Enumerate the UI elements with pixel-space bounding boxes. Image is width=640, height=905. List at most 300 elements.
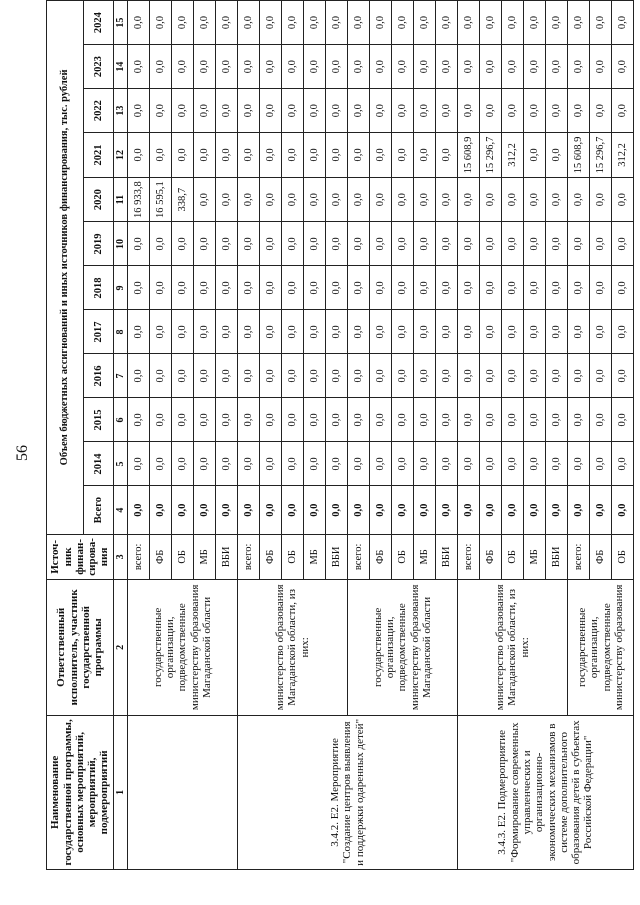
- executor-cell: государственные организации, подведомственные министерству образования: [568, 579, 634, 715]
- year-value-cell: 0,0: [172, 354, 194, 398]
- header-name: Наименование государственной программы, основных мероприятий, мероприятий, подмероприятий: [47, 715, 114, 869]
- year-value-cell: 0,0: [260, 177, 282, 222]
- total-value-cell: 0,0: [436, 486, 458, 534]
- year-value-cell: 0,0: [172, 133, 194, 178]
- table-body: [128, 1, 634, 870]
- year-value-cell: 0,0: [150, 133, 172, 178]
- year-value-cell: 0,0: [414, 266, 436, 310]
- year-value-cell: 0,0: [348, 442, 370, 486]
- source-cell: МБ: [304, 534, 326, 579]
- year-value-cell: 0,0: [568, 398, 590, 442]
- year-value-cell: 0,0: [458, 442, 480, 486]
- year-value-cell: 0,0: [524, 1, 546, 45]
- header-year: 2024: [84, 1, 114, 45]
- year-value-cell: 0,0: [568, 89, 590, 133]
- source-cell: всего:: [458, 534, 480, 579]
- year-value-cell: 0,0: [392, 398, 414, 442]
- year-value-cell: 0,0: [260, 1, 282, 45]
- year-value-cell: 0,0: [480, 45, 502, 89]
- year-value-cell: 0,0: [546, 45, 568, 89]
- total-value-cell: 0,0: [524, 486, 546, 534]
- year-value-cell: 0,0: [458, 398, 480, 442]
- year-value-cell: 0,0: [414, 89, 436, 133]
- year-value-cell: 0,0: [436, 354, 458, 398]
- year-value-cell: 0,0: [414, 310, 436, 354]
- year-value-cell: 0,0: [326, 177, 348, 222]
- total-value-cell: 0,0: [458, 486, 480, 534]
- year-value-cell: 0,0: [370, 398, 392, 442]
- year-value-cell: 0,0: [546, 133, 568, 178]
- year-value-cell: 0,0: [370, 222, 392, 266]
- year-value-cell: 0,0: [304, 442, 326, 486]
- year-value-cell: 0,0: [150, 1, 172, 45]
- year-value-cell: 0,0: [216, 442, 238, 486]
- year-value-cell: 0,0: [414, 442, 436, 486]
- year-value-cell: 0,0: [172, 222, 194, 266]
- year-value-cell: 0,0: [546, 89, 568, 133]
- year-value-cell: 0,0: [304, 1, 326, 45]
- table-row: [458, 1, 480, 870]
- year-value-cell: 0,0: [128, 442, 150, 486]
- source-cell: ОБ: [392, 534, 414, 579]
- source-cell: ВБИ: [546, 534, 568, 579]
- year-value-cell: 0,0: [304, 354, 326, 398]
- header-index: 9: [114, 266, 128, 310]
- year-value-cell: 0,0: [414, 1, 436, 45]
- header-year: 2015: [84, 398, 114, 442]
- year-value-cell: 0,0: [436, 266, 458, 310]
- year-value-cell: 0,0: [282, 354, 304, 398]
- year-value-cell: 0,0: [260, 398, 282, 442]
- header-year: 2022: [84, 89, 114, 133]
- year-value-cell: 0,0: [216, 354, 238, 398]
- header-year: 2019: [84, 222, 114, 266]
- year-value-cell: 0,0: [326, 1, 348, 45]
- year-value-cell: 0,0: [524, 89, 546, 133]
- year-value-cell: 0,0: [414, 398, 436, 442]
- year-value-cell: 0,0: [414, 222, 436, 266]
- total-value-cell: 0,0: [414, 486, 436, 534]
- year-value-cell: 0,0: [458, 310, 480, 354]
- year-value-cell: 0,0: [502, 177, 524, 222]
- source-cell: ОБ: [502, 534, 524, 579]
- header-year: 2023: [84, 45, 114, 89]
- year-value-cell: 0,0: [282, 442, 304, 486]
- year-value-cell: 0,0: [172, 310, 194, 354]
- year-value-cell: 0,0: [150, 398, 172, 442]
- year-value-cell: 0,0: [480, 1, 502, 45]
- header-index: 13: [114, 89, 128, 133]
- year-value-cell: 0,0: [436, 45, 458, 89]
- year-value-cell: 0,0: [326, 442, 348, 486]
- year-value-cell: 0,0: [392, 266, 414, 310]
- source-cell: МБ: [414, 534, 436, 579]
- year-value-cell: 0,0: [436, 310, 458, 354]
- header-index: 11: [114, 177, 128, 222]
- table-row: [128, 1, 150, 870]
- year-value-cell: 0,0: [524, 354, 546, 398]
- year-value-cell: 0,0: [238, 266, 260, 310]
- year-value-cell: 0,0: [458, 89, 480, 133]
- year-value-cell: 0,0: [348, 266, 370, 310]
- year-value-cell: 0,0: [172, 45, 194, 89]
- header-index: 3: [114, 534, 128, 579]
- year-value-cell: 0,0: [480, 177, 502, 222]
- year-value-cell: 0,0: [458, 177, 480, 222]
- year-value-cell: 0,0: [370, 45, 392, 89]
- year-value-cell: 0,0: [128, 45, 150, 89]
- year-value-cell: 0,0: [282, 222, 304, 266]
- year-value-cell: 0,0: [216, 222, 238, 266]
- year-value-cell: 0,0: [436, 442, 458, 486]
- year-value-cell: 0,0: [128, 1, 150, 45]
- year-value-cell: 0,0: [414, 177, 436, 222]
- year-value-cell: 0,0: [458, 45, 480, 89]
- header-index: 6: [114, 398, 128, 442]
- source-cell: ВБИ: [436, 534, 458, 579]
- year-value-cell: 0,0: [260, 89, 282, 133]
- total-value-cell: 0,0: [502, 486, 524, 534]
- total-value-cell: 0,0: [612, 486, 634, 534]
- header-index: 10: [114, 222, 128, 266]
- year-value-cell: 0,0: [392, 177, 414, 222]
- source-cell: ФБ: [370, 534, 392, 579]
- year-value-cell: 0,0: [304, 133, 326, 178]
- year-value-cell: 0,0: [370, 310, 392, 354]
- year-value-cell: 0,0: [238, 133, 260, 178]
- total-value-cell: 0,0: [546, 486, 568, 534]
- total-value-cell: 0,0: [348, 486, 370, 534]
- year-value-cell: 0,0: [238, 222, 260, 266]
- year-value-cell: 0,0: [348, 89, 370, 133]
- source-cell: МБ: [524, 534, 546, 579]
- year-value-cell: 0,0: [238, 398, 260, 442]
- year-value-cell: 0,0: [458, 354, 480, 398]
- year-value-cell: 0,0: [304, 222, 326, 266]
- year-value-cell: 0,0: [612, 222, 634, 266]
- year-value-cell: 0,0: [524, 133, 546, 178]
- year-value-cell: 16 595,1: [150, 177, 172, 222]
- year-value-cell: 0,0: [436, 222, 458, 266]
- year-value-cell: 15 608,9: [568, 133, 590, 178]
- year-value-cell: 0,0: [502, 310, 524, 354]
- year-value-cell: 0,0: [260, 45, 282, 89]
- year-value-cell: 0,0: [502, 222, 524, 266]
- year-value-cell: 0,0: [392, 442, 414, 486]
- year-value-cell: 0,0: [150, 89, 172, 133]
- year-value-cell: 0,0: [524, 398, 546, 442]
- year-value-cell: 0,0: [260, 133, 282, 178]
- year-value-cell: 0,0: [304, 310, 326, 354]
- year-value-cell: 0,0: [194, 266, 216, 310]
- year-value-cell: 0,0: [524, 266, 546, 310]
- year-value-cell: 0,0: [172, 1, 194, 45]
- year-value-cell: 0,0: [216, 89, 238, 133]
- header-year: 2020: [84, 177, 114, 222]
- year-value-cell: 0,0: [590, 222, 612, 266]
- total-value-cell: 0,0: [480, 486, 502, 534]
- year-value-cell: 0,0: [172, 398, 194, 442]
- source-cell: ФБ: [260, 534, 282, 579]
- year-value-cell: 0,0: [458, 1, 480, 45]
- year-value-cell: 0,0: [150, 354, 172, 398]
- source-cell: ФБ: [150, 534, 172, 579]
- header-index: 7: [114, 354, 128, 398]
- header-index: 4: [114, 486, 128, 534]
- year-value-cell: 0,0: [326, 310, 348, 354]
- year-value-cell: 0,0: [150, 45, 172, 89]
- year-value-cell: 0,0: [370, 177, 392, 222]
- year-value-cell: 0,0: [568, 1, 590, 45]
- header-index: 14: [114, 45, 128, 89]
- source-cell: МБ: [194, 534, 216, 579]
- year-value-cell: 0,0: [436, 398, 458, 442]
- year-value-cell: 0,0: [216, 398, 238, 442]
- year-value-cell: 0,0: [216, 266, 238, 310]
- year-value-cell: 0,0: [128, 266, 150, 310]
- header-year: 2017: [84, 310, 114, 354]
- header-index: 5: [114, 442, 128, 486]
- executor-cell: министерство образования Магаданской области, из них:: [238, 579, 348, 715]
- year-value-cell: 0,0: [612, 266, 634, 310]
- year-value-cell: 0,0: [612, 45, 634, 89]
- year-value-cell: 0,0: [546, 222, 568, 266]
- year-value-cell: 0,0: [326, 89, 348, 133]
- year-value-cell: 0,0: [194, 45, 216, 89]
- year-value-cell: 0,0: [546, 177, 568, 222]
- year-value-cell: 0,0: [612, 89, 634, 133]
- year-value-cell: 0,0: [480, 89, 502, 133]
- year-value-cell: 0,0: [238, 89, 260, 133]
- header-index: 12: [114, 133, 128, 178]
- total-value-cell: 0,0: [150, 486, 172, 534]
- total-value-cell: 0,0: [128, 486, 150, 534]
- year-value-cell: 0,0: [128, 133, 150, 178]
- year-value-cell: 0,0: [304, 89, 326, 133]
- year-value-cell: 0,0: [194, 354, 216, 398]
- year-value-cell: 0,0: [326, 354, 348, 398]
- header-index: 8: [114, 310, 128, 354]
- header-index: 1: [114, 715, 128, 869]
- year-value-cell: 0,0: [502, 442, 524, 486]
- year-value-cell: 0,0: [260, 222, 282, 266]
- source-cell: ВБИ: [326, 534, 348, 579]
- year-value-cell: 0,0: [546, 398, 568, 442]
- year-value-cell: 0,0: [282, 1, 304, 45]
- year-value-cell: 0,0: [216, 177, 238, 222]
- header-executor: Ответственный исполнитель, участник государственной программы: [47, 579, 114, 715]
- year-value-cell: 0,0: [392, 310, 414, 354]
- year-value-cell: 0,0: [458, 222, 480, 266]
- year-value-cell: 0,0: [590, 310, 612, 354]
- year-value-cell: 0,0: [436, 1, 458, 45]
- header-year: 2016: [84, 354, 114, 398]
- year-value-cell: 0,0: [194, 442, 216, 486]
- header-source: Источ-ник финан-сирова-ния: [47, 534, 114, 579]
- header-index: 2: [114, 579, 128, 715]
- total-value-cell: 0,0: [260, 486, 282, 534]
- year-value-cell: 0,0: [392, 354, 414, 398]
- year-value-cell: 0,0: [612, 398, 634, 442]
- source-cell: ВБИ: [216, 534, 238, 579]
- year-value-cell: 0,0: [238, 354, 260, 398]
- total-value-cell: 0,0: [326, 486, 348, 534]
- year-value-cell: 0,0: [502, 1, 524, 45]
- year-value-cell: 0,0: [458, 266, 480, 310]
- year-value-cell: 0,0: [392, 222, 414, 266]
- year-value-cell: 0,0: [524, 310, 546, 354]
- year-value-cell: 0,0: [480, 398, 502, 442]
- year-value-cell: 0,0: [128, 310, 150, 354]
- year-value-cell: 0,0: [216, 1, 238, 45]
- year-value-cell: 0,0: [326, 222, 348, 266]
- year-value-cell: 0,0: [260, 310, 282, 354]
- year-value-cell: 0,0: [502, 398, 524, 442]
- year-value-cell: 0,0: [172, 89, 194, 133]
- year-value-cell: 0,0: [524, 442, 546, 486]
- year-value-cell: 0,0: [502, 266, 524, 310]
- year-value-cell: 0,0: [128, 398, 150, 442]
- year-value-cell: 0,0: [480, 266, 502, 310]
- year-value-cell: 0,0: [150, 266, 172, 310]
- header-row-1: [47, 1, 84, 870]
- year-value-cell: 0,0: [172, 442, 194, 486]
- year-value-cell: 0,0: [304, 177, 326, 222]
- total-value-cell: 0,0: [216, 486, 238, 534]
- total-value-cell: 0,0: [392, 486, 414, 534]
- header-index-row: [114, 1, 128, 870]
- year-value-cell: 0,0: [546, 354, 568, 398]
- year-value-cell: 0,0: [348, 45, 370, 89]
- year-value-cell: 0,0: [612, 1, 634, 45]
- year-value-cell: 0,0: [590, 266, 612, 310]
- year-value-cell: 0,0: [304, 266, 326, 310]
- year-value-cell: 0,0: [612, 177, 634, 222]
- year-value-cell: 0,0: [194, 310, 216, 354]
- year-value-cell: 0,0: [348, 398, 370, 442]
- year-value-cell: 0,0: [348, 354, 370, 398]
- total-value-cell: 0,0: [194, 486, 216, 534]
- year-value-cell: 0,0: [260, 266, 282, 310]
- year-value-cell: 0,0: [568, 177, 590, 222]
- year-value-cell: 0,0: [128, 222, 150, 266]
- source-cell: всего:: [348, 534, 370, 579]
- measure-name: [128, 715, 238, 869]
- year-value-cell: 0,0: [326, 398, 348, 442]
- year-value-cell: 0,0: [392, 133, 414, 178]
- year-value-cell: 0,0: [282, 310, 304, 354]
- year-value-cell: 15 296,7: [590, 133, 612, 178]
- year-value-cell: 0,0: [348, 222, 370, 266]
- source-cell: ОБ: [612, 534, 634, 579]
- year-value-cell: 0,0: [436, 177, 458, 222]
- measure-name: 3.4.2. Е2. Мероприятие "Создание центров выявления и поддержки одаренных детей": [238, 715, 458, 869]
- year-value-cell: 0,0: [326, 133, 348, 178]
- year-value-cell: 0,0: [370, 354, 392, 398]
- year-value-cell: 0,0: [238, 45, 260, 89]
- year-value-cell: 0,0: [370, 133, 392, 178]
- year-value-cell: 0,0: [590, 398, 612, 442]
- executor-cell: государственные организации, подведомственные министерству образования Магаданской области: [348, 579, 458, 715]
- year-value-cell: 0,0: [392, 45, 414, 89]
- year-value-cell: 0,0: [414, 45, 436, 89]
- year-value-cell: 0,0: [590, 1, 612, 45]
- year-value-cell: 312,2: [502, 133, 524, 178]
- year-value-cell: 15 608,9: [458, 133, 480, 178]
- year-value-cell: 0,0: [436, 133, 458, 178]
- year-value-cell: 0,0: [282, 398, 304, 442]
- total-value-cell: 0,0: [238, 486, 260, 534]
- header-year: 2021: [84, 133, 114, 178]
- year-value-cell: 0,0: [370, 442, 392, 486]
- year-value-cell: 0,0: [260, 442, 282, 486]
- year-value-cell: 0,0: [194, 222, 216, 266]
- total-value-cell: 0,0: [568, 486, 590, 534]
- year-value-cell: 0,0: [590, 177, 612, 222]
- year-value-cell: 0,0: [348, 133, 370, 178]
- source-cell: всего:: [128, 534, 150, 579]
- source-cell: всего:: [238, 534, 260, 579]
- year-value-cell: 0,0: [282, 45, 304, 89]
- year-value-cell: 0,0: [590, 354, 612, 398]
- year-value-cell: 0,0: [524, 222, 546, 266]
- year-value-cell: 0,0: [194, 177, 216, 222]
- year-value-cell: 0,0: [238, 1, 260, 45]
- year-value-cell: 0,0: [546, 310, 568, 354]
- year-value-cell: 0,0: [194, 1, 216, 45]
- header-year: 2014: [84, 442, 114, 486]
- year-value-cell: 0,0: [568, 310, 590, 354]
- year-value-cell: 0,0: [304, 45, 326, 89]
- year-value-cell: 0,0: [216, 133, 238, 178]
- year-value-cell: 0,0: [392, 89, 414, 133]
- year-value-cell: 0,0: [194, 89, 216, 133]
- total-value-cell: 0,0: [172, 486, 194, 534]
- year-value-cell: 0,0: [348, 310, 370, 354]
- header-total: Всего: [84, 486, 114, 534]
- year-value-cell: 0,0: [150, 222, 172, 266]
- year-value-cell: 0,0: [348, 1, 370, 45]
- year-value-cell: 0,0: [590, 442, 612, 486]
- header-group: Объем бюджетных ассигнований и иных источников финансирования, тыс. рублей: [47, 1, 84, 535]
- year-value-cell: 0,0: [480, 222, 502, 266]
- total-value-cell: 0,0: [282, 486, 304, 534]
- year-value-cell: 0,0: [370, 89, 392, 133]
- year-value-cell: 0,0: [282, 89, 304, 133]
- source-cell: всего:: [568, 534, 590, 579]
- measure-name: 3.4.3. Е2. Подмероприятие "Формирование современных управленческих и организационно-экономических механизмов в системе дополнительного образования детей в субъектах Российской Федерации": [458, 715, 634, 869]
- year-value-cell: 0,0: [612, 354, 634, 398]
- executor-cell: министерство образования Магаданской области, из них:: [458, 579, 568, 715]
- year-value-cell: 0,0: [150, 310, 172, 354]
- year-value-cell: 0,0: [238, 310, 260, 354]
- year-value-cell: 0,0: [326, 45, 348, 89]
- year-value-cell: 0,0: [502, 45, 524, 89]
- year-value-cell: 0,0: [436, 89, 458, 133]
- source-cell: ФБ: [590, 534, 612, 579]
- year-value-cell: 0,0: [172, 266, 194, 310]
- total-value-cell: 0,0: [304, 486, 326, 534]
- year-value-cell: 0,0: [282, 177, 304, 222]
- source-cell: ОБ: [282, 534, 304, 579]
- year-value-cell: 0,0: [546, 442, 568, 486]
- year-value-cell: 0,0: [414, 354, 436, 398]
- executor-cell: государственные организации, подведомственные министерству образования Магаданской области: [128, 579, 238, 715]
- year-value-cell: 0,0: [194, 133, 216, 178]
- year-value-cell: 0,0: [612, 442, 634, 486]
- year-value-cell: 0,0: [194, 398, 216, 442]
- year-value-cell: 338,7: [172, 177, 194, 222]
